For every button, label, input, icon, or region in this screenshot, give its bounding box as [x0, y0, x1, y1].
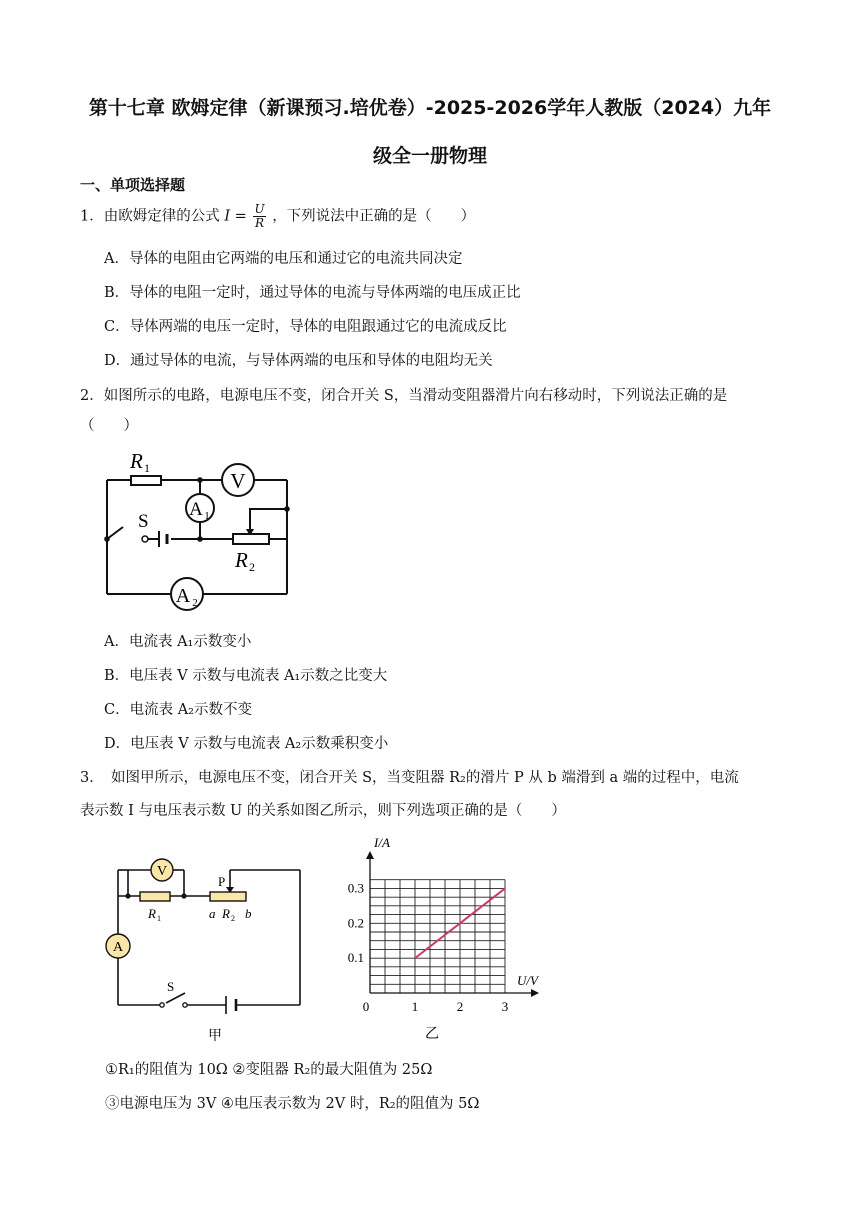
q2-r1-subscript: 1: [144, 461, 150, 475]
q1-option-c[interactable]: C．导体两端的电压一定时，导体的电阻跟通过它的电流成反比: [104, 319, 507, 335]
q2-r2-subscript: 2: [249, 560, 255, 574]
q3-circuit-caption: 甲: [208, 1029, 222, 1044]
q1-prefix: 1．由欧姆定律的公式: [80, 208, 220, 225]
q2-option-c[interactable]: C．电流表 A₂示数不变: [104, 702, 252, 718]
y-tick-label: 0.3: [347, 880, 364, 896]
q2-r1-resistor: [131, 476, 161, 485]
x-tick-label: 2: [456, 999, 464, 1014]
q3-voltmeter-label: V: [156, 864, 168, 879]
q3-r1-subscript: 1: [157, 914, 161, 923]
q3-r2-rheostat: [210, 892, 246, 901]
q3-r2-label: R: [222, 906, 230, 921]
q3-statements-line2: ③电源电压为 3V ④电压表示数为 2V 时，R₂的阻值为 5Ω: [105, 1096, 480, 1112]
q2-stem-line2: （ ）: [80, 418, 138, 434]
q2-ammeter-a2-label: A: [175, 585, 191, 607]
q2-option-a[interactable]: A．电流表 A₁示数变小: [104, 634, 252, 650]
q1-option-a[interactable]: A．导体的电阻由它两端的电压和通过它的电流共同决定: [104, 251, 463, 267]
q3-statements-line1: ①R₁的阻值为 10Ω ②变阻器 R₂的最大阻值为 25Ω: [105, 1062, 433, 1078]
q3-ammeter-label: A: [112, 940, 124, 955]
q3-circuit-diagram: [100, 852, 310, 1047]
y-tick-label: 0.1: [347, 950, 364, 966]
q1-option-b[interactable]: B．导体的电阻一定时，通过导体的电流与导体两端的电压成正比: [104, 285, 521, 301]
q2-ammeter-a1-subscript: 1: [204, 510, 210, 522]
q1-formula-lhs: I =: [224, 208, 247, 225]
q3-end-a-label: a: [209, 906, 216, 921]
q2-circuit-diagram: [95, 445, 305, 615]
q2-voltmeter-label: V: [230, 469, 246, 493]
graph-y-axis-label: I/A: [374, 835, 390, 850]
y-axis-arrow: [366, 851, 374, 859]
q2-switch-label: S: [138, 511, 149, 532]
q3-stem-line2: 表示数 I 与电压表示数 U 的关系如图乙所示，则下列选项正确的是（ ）: [80, 803, 566, 819]
q3-slider-label: P: [218, 874, 226, 889]
x-tick-label: 1: [411, 999, 419, 1014]
q1-suffix: ，下列说法中正确的是（ ）: [272, 208, 476, 225]
y-tick-label: 0.2: [347, 915, 364, 931]
q2-ammeter-a1-label: A: [189, 499, 203, 520]
q3-iu-graph: [335, 828, 550, 1048]
q3-switch-label: S: [167, 979, 175, 994]
graph-x-axis-label: U/V: [517, 973, 538, 988]
q3-stem-line1: 3． 如图甲所示，电源电压不变，闭合开关 S，当变阻器 R₂的滑片 P 从 b 端滑到 a 端的过程中，电流: [80, 770, 739, 786]
q3-r1-resistor: [140, 892, 170, 901]
page-title-line1: 第十七章 欧姆定律（新课预习.培优卷）-2025-2026学年人教版（2024）九年: [88, 97, 772, 119]
graph-grid: [370, 880, 505, 993]
q2-r2-rheostat: [233, 534, 269, 544]
q2-stem-line1: 2．如图所示的电路，电源电压不变，闭合开关 S，当滑动变阻器滑片向右移动时，下列说法正确的是: [80, 388, 728, 404]
x-tick-label: 3: [501, 999, 509, 1014]
graph-axes: [366, 851, 539, 997]
q2-r2-label: R: [235, 548, 248, 572]
q1-formula-denominator: R: [254, 216, 265, 230]
q1-option-d[interactable]: D．通过导体的电流，与导体两端的电压和导体的电阻均无关: [104, 353, 493, 369]
page-title-line2: 级全一册物理: [372, 145, 487, 167]
q2-ammeter-a2-subscript: 2: [192, 597, 198, 609]
q3-graph-caption: 乙: [425, 1027, 439, 1042]
section-heading: 一、单项选择题: [80, 176, 186, 194]
q2-option-d[interactable]: D．电压表 V 示数与电流表 A₂示数乘积变小: [104, 736, 389, 752]
x-tick-label: 0: [362, 999, 370, 1014]
q2-r1-label: R: [130, 449, 143, 473]
q3-r2-subscript: 2: [231, 914, 235, 923]
q3-end-b-label: b: [245, 906, 252, 921]
q3-r1-label: R: [148, 906, 156, 921]
q1-stem: [80, 203, 475, 230]
x-axis-arrow: [531, 989, 539, 997]
q2-option-b[interactable]: B．电压表 V 示数与电流表 A₁示数之比变大: [104, 668, 388, 684]
q1-formula-numerator: U: [254, 202, 265, 216]
q1-formula-fraction: [253, 203, 265, 230]
